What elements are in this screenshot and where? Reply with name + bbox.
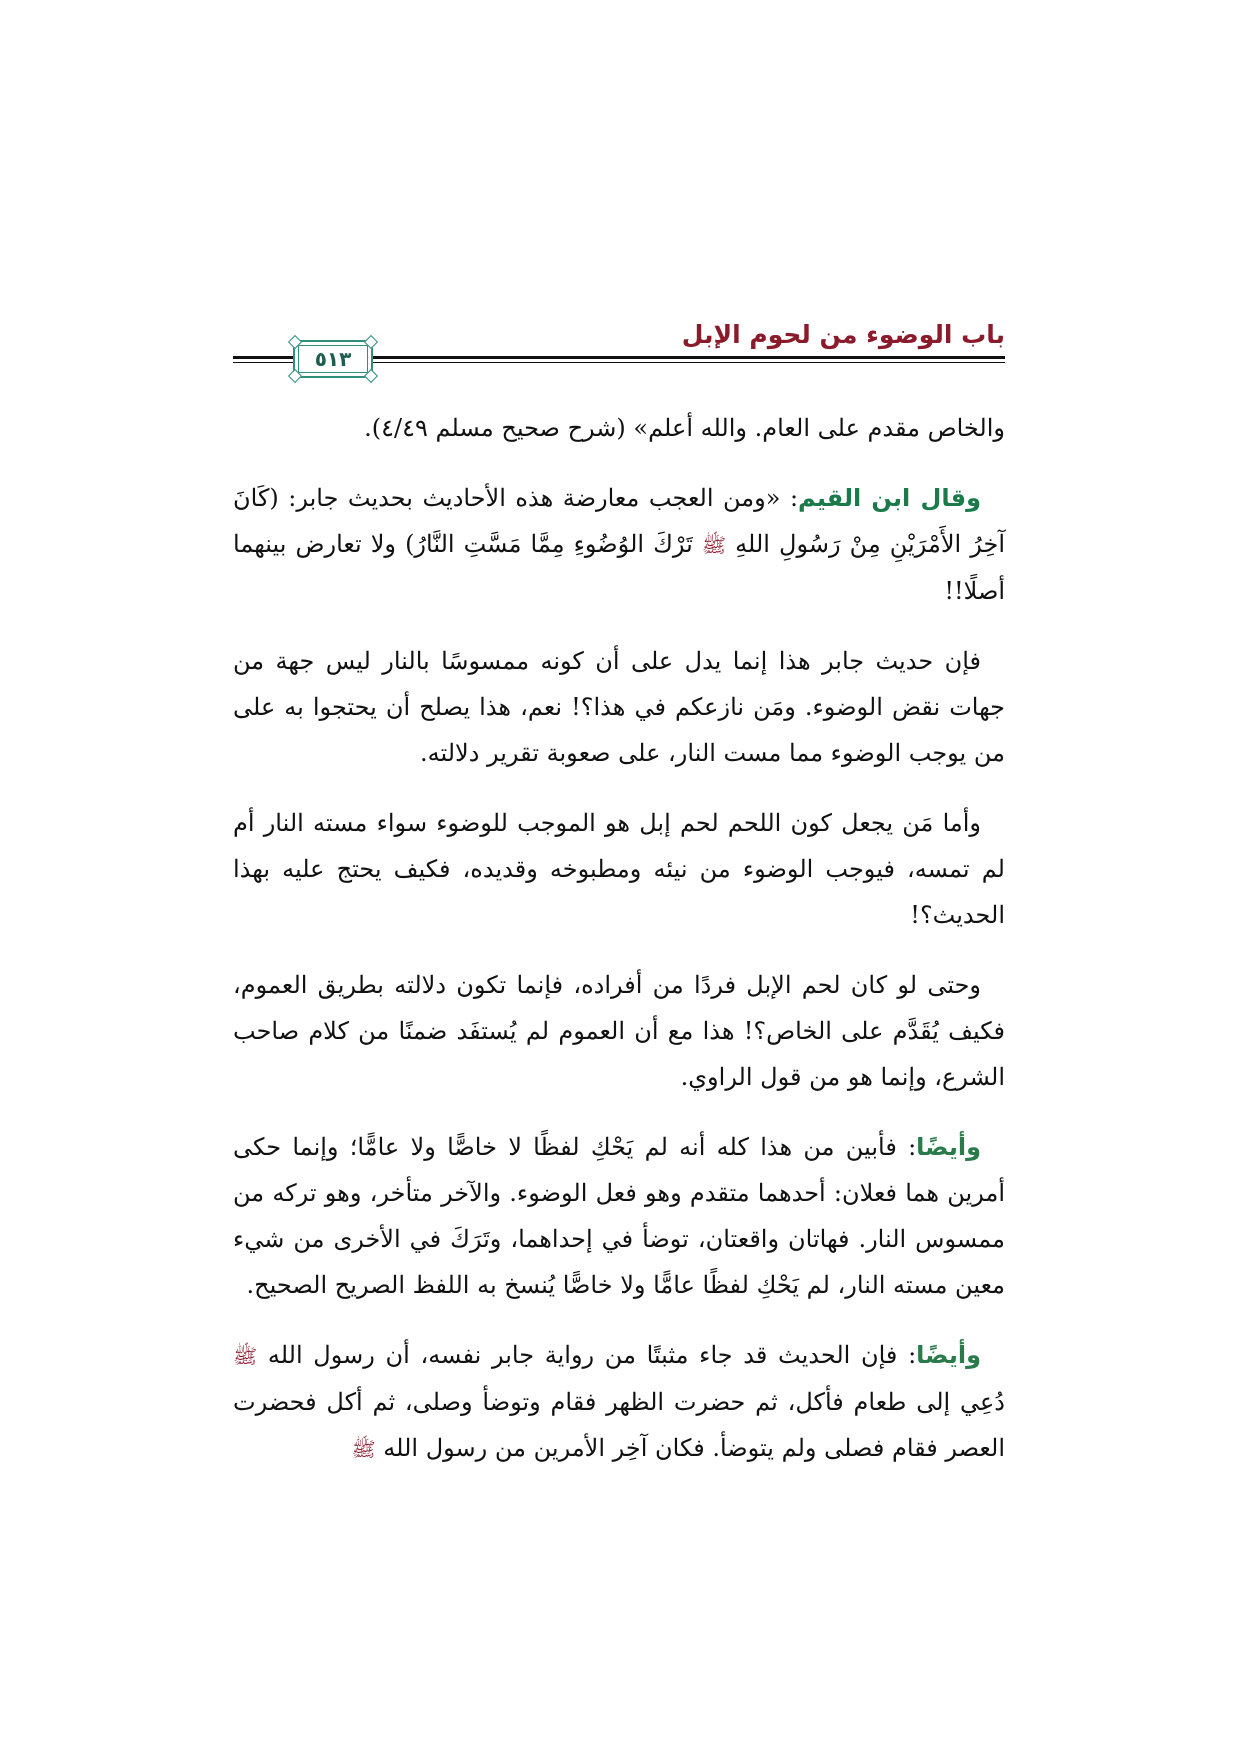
body-text: [233, 405, 1005, 1496]
paragraph: [233, 962, 1005, 1100]
ornament-icon: [364, 335, 378, 349]
paragraph-lead: وقال ابن القيم: [798, 484, 981, 512]
page-number: ٥١٣: [314, 347, 352, 371]
paragraph: [233, 1332, 1005, 1472]
paragraph: [233, 1124, 1005, 1308]
paragraph: [233, 800, 1005, 938]
ornament-icon: [364, 369, 378, 383]
paragraph-text: وأما مَن يجعل كون اللحم لحم إبل هو الموجب للوضوء سواء مسته النار أم لم تمسه، فيوجب الوضوء من نيئه ومطبوخه وقديده، فكيف يحتج عليه بهذا الحديث؟!: [233, 809, 1005, 929]
paragraph-lead: وأيضًا: [916, 1341, 981, 1369]
paragraph-text: وحتى لو كان لحم الإبل فردًا من أفراده، فإنما تكون دلالته بطريق العموم، فكيف يُقَدَّم على الخاص؟! هذا مع أن العموم لم يُستفَد ضمنًا من كلام صاحب الشرع، وإنما هو من قول الراوي.: [233, 971, 1005, 1091]
paragraph-text: : فأبين من هذا كله أنه لم يَحْكِ لفظًا لا خاصًّا ولا عامًّا؛ وإنما حكى أمرين هما فعلان: أحدهما متقدم وهو فعل الوضوء. والآخر متأخر، وهو تركه من ممسوس النار. فهاتان واقعتان، توضأ في إحداهما، وتَرَكَ في الأخرى من شيء معين مسته النار، لم يَحْكِ لفظًا عامًّا ولا خاصًّا يُنسخ به اللفظ الصريح الصحيح.: [233, 1133, 1005, 1299]
page-header: [233, 310, 1005, 372]
paragraph-text: والخاص مقدم على العام. والله أعلم» (شرح صحيح مسلم ٤/٤٩).: [364, 414, 1005, 442]
paragraph-lead: وأيضًا: [916, 1133, 981, 1161]
paragraph-text-after: دُعِي إلى طعام فأكل، ثم حضرت الظهر فقام وتوضأ وصلى، ثم أكل فحضرت العصر فقام فصلى ولم يتوضأ. فكان آخِر الأمرين من رسول الله: [233, 1388, 1005, 1462]
honorific-symbol: ﷺ: [351, 1437, 376, 1461]
paragraph: [233, 638, 1005, 776]
ornament-icon: [288, 369, 302, 383]
ornament-icon: [288, 335, 302, 349]
paragraph-text: فإن حديث جابر هذا إنما يدل على أن كونه ممسوسًا بالنار ليس جهة من جهات نقض الوضوء. ومَن نازعكم في هذا؟! نعم، هذا يصلح أن يحتجوا به على من يوجب الوضوء مما مست النار، على صعوبة تقرير دلالته.: [233, 647, 1005, 767]
honorific-symbol: ﷺ: [233, 1344, 258, 1368]
page-number-badge: [293, 340, 373, 378]
paragraph-text-after: تَرْكَ الوُضُوءِ مِمَّا مَسَّتِ النَّارُ) ولا تعارض بينهما أصلًا!!: [233, 530, 1005, 605]
paragraph: [233, 475, 1005, 614]
honorific-symbol: ﷺ: [701, 533, 727, 557]
chapter-title: باب الوضوء من لحوم الإبل: [681, 320, 1005, 349]
paragraph: [233, 405, 1005, 451]
paragraph-text: : «ومن العجب معارضة هذه الأحاديث بحديث جابر: (كَانَ آخِرُ الأَمْرَيْنِ مِنْ رَسُولِ اللهِ: [233, 484, 1006, 558]
paragraph-text: : فإن الحديث قد جاء مثبتًا من رواية جابر نفسه، أن رسول الله: [257, 1341, 917, 1369]
